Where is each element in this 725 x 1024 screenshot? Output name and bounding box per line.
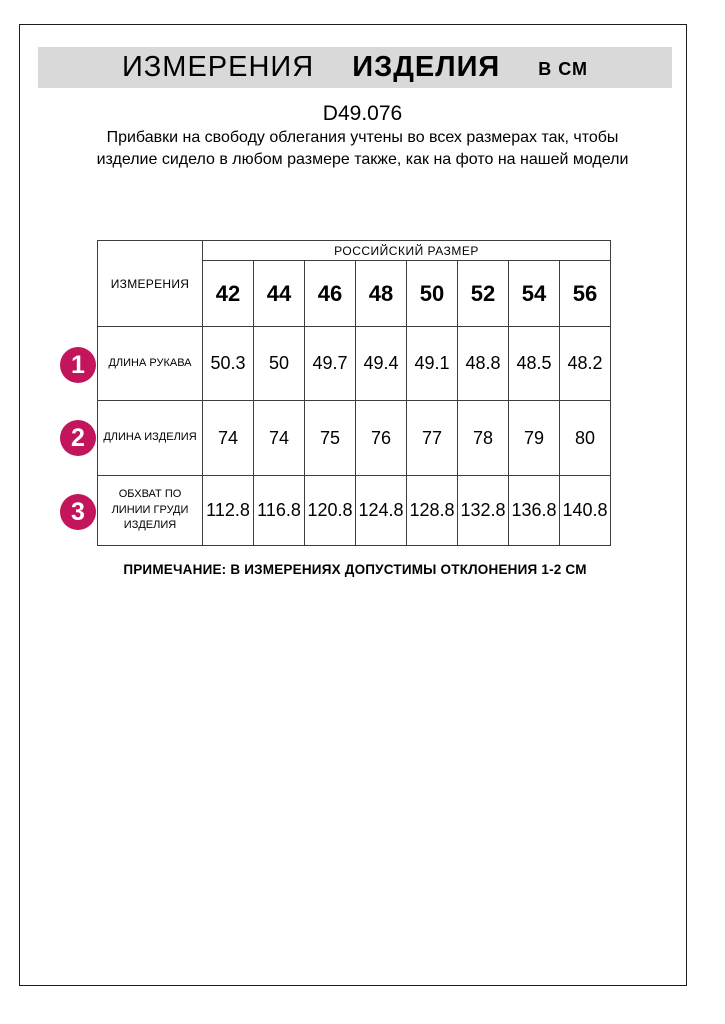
table-row-sleeve-length (98, 327, 611, 401)
row-label-chest-girth: ОБХВАТ ПО ЛИНИИ ГРУДИ ИЗДЕЛИЯ (98, 476, 203, 546)
value-cell: 128.8 (407, 476, 458, 546)
value-cell: 48.5 (509, 327, 560, 401)
size-header-cell: 46 (305, 261, 356, 327)
size-header-cell: 44 (254, 261, 305, 327)
value-cell: 50.3 (203, 327, 254, 401)
fit-description: Прибавки на свободу облегания учтены во всех размерах так, чтобы изделие сидело в любом размере также, как на фото на нашей модели (96, 129, 629, 168)
value-cell: 75 (305, 401, 356, 476)
title-word-product: ИЗДЕЛИЯ (352, 51, 501, 83)
value-cell: 48.2 (560, 327, 611, 401)
value-cell: 77 (407, 401, 458, 476)
title-unit-cm: В СМ (538, 59, 589, 79)
value-cell: 112.8 (203, 476, 254, 546)
value-cell: 74 (203, 401, 254, 476)
row-number-badge-3: 3 (60, 494, 96, 530)
title-band (38, 47, 672, 88)
size-header-cell: 48 (356, 261, 407, 327)
size-measurement-table (97, 240, 611, 546)
tolerance-note: ПРИМЕЧАНИЕ: В ИЗМЕРЕНИЯХ ДОПУСТИМЫ ОТКЛОНЕНИЯ 1-2 СМ (123, 562, 587, 577)
value-cell: 124.8 (356, 476, 407, 546)
value-cell: 50 (254, 327, 305, 401)
measurements-column-header: ИЗМЕРЕНИЯ (98, 241, 203, 327)
size-header-cell: 42 (203, 261, 254, 327)
row-label-sleeve-length: ДЛИНА РУКАВА (98, 327, 203, 401)
table-row-chest-girth (98, 476, 611, 546)
value-cell: 48.8 (458, 327, 509, 401)
value-cell: 116.8 (254, 476, 305, 546)
row-label-product-length: ДЛИНА ИЗДЕЛИЯ (98, 401, 203, 476)
value-cell: 120.8 (305, 476, 356, 546)
value-cell: 49.4 (356, 327, 407, 401)
value-cell: 76 (356, 401, 407, 476)
table-row-product-length (98, 401, 611, 476)
value-cell: 132.8 (458, 476, 509, 546)
size-header-cell: 56 (560, 261, 611, 327)
size-header-cell: 50 (407, 261, 458, 327)
value-cell: 74 (254, 401, 305, 476)
row-number-badge-1: 1 (60, 347, 96, 383)
model-number: D49.076 (322, 102, 403, 125)
russian-size-group-header: РОССИЙСКИЙ РАЗМЕР (203, 241, 611, 261)
value-cell: 49.1 (407, 327, 458, 401)
value-cell: 80 (560, 401, 611, 476)
value-cell: 136.8 (509, 476, 560, 546)
value-cell: 79 (509, 401, 560, 476)
table-row (98, 241, 611, 261)
title-word-measurements: ИЗМЕРЕНИЯ (121, 51, 315, 83)
size-header-cell: 52 (458, 261, 509, 327)
value-cell: 140.8 (560, 476, 611, 546)
value-cell: 49.7 (305, 327, 356, 401)
size-header-cell: 54 (509, 261, 560, 327)
row-number-badge-2: 2 (60, 420, 96, 456)
value-cell: 78 (458, 401, 509, 476)
